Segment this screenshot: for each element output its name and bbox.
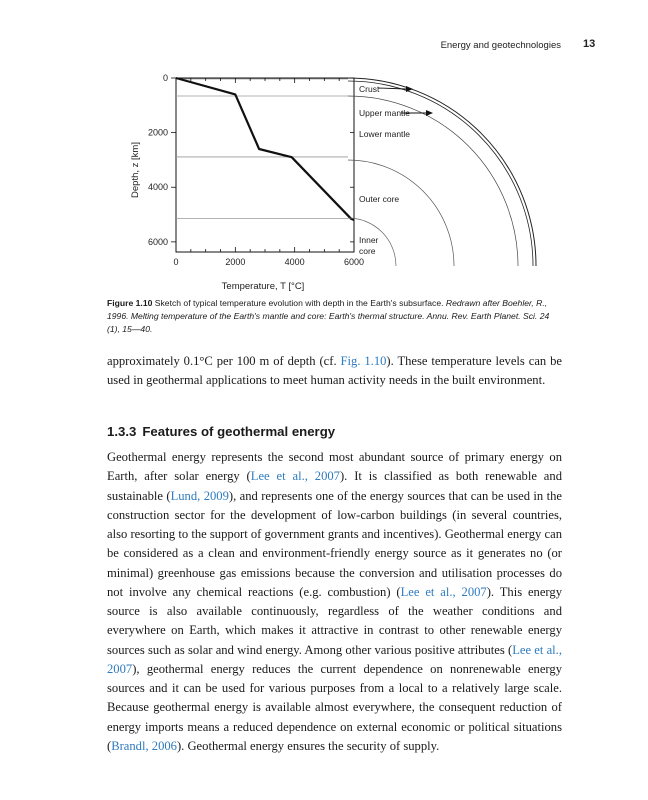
y-axis-label: Depth, z [km] <box>130 142 141 198</box>
plot-frame <box>176 78 354 252</box>
running-head: Energy and geotechnologies <box>440 40 561 51</box>
text-run: ). It is classified as both renewable and sustainable ( <box>107 469 562 503</box>
label-upper-mantle: Upper mantle <box>359 108 411 118</box>
label-inner-core-2: core <box>359 246 376 256</box>
caption-text: Sketch of typical temperature evolution with depth in the Earth's subsurface. <box>154 298 444 308</box>
y-tick-label: 2000 <box>147 127 168 138</box>
figure-label: Figure 1.10 <box>107 298 153 308</box>
text-run: ). These temperature levels can be used in geothermal applications to meet human activity needs in the built environment. <box>107 354 562 388</box>
text-run: ), geothermal energy reduces the current dependence on nonrenewable energy sources and it can be used for various purposes from a local to a relatively large scale. Because geothermal energy is available almost everywhere, the consequent reduction of energy imports means a reduced dependence on external economic or political situations ( <box>107 661 562 753</box>
upper-mantle-arrow-head <box>426 110 433 116</box>
label-lower-mantle: Lower mantle <box>359 129 411 139</box>
temperature-profile-line <box>176 78 354 220</box>
page-number: 13 <box>583 38 596 50</box>
text-run: ). This energy source is also available continuously, regardless of the weather conditions and everywhere on Earth, which makes it attractive in contrast to other renewable energy sources such as solar and wind energy. Among other various positive attributes ( <box>107 584 562 657</box>
crust-arrow <box>378 88 406 89</box>
citation-link[interactable]: Lund, 2009 <box>170 488 229 503</box>
y-tick-label: 4000 <box>147 182 168 193</box>
label-outer-core: Outer core <box>359 194 400 204</box>
text-run: ), and represents one of the energy sources that can be used in the construction sector for the development of low-carbon buildings (in several countries, also resorting to the support of government grants and incentives). Geothermal energy can be considered as a clean and environment-friendly energy source as it generates no (or minimal) greenhouse gas emissions because the conversion and utilisation processes do not involve any chemical reactions (e.g. combustion) ( <box>107 488 562 599</box>
label-inner-core-1: Inner <box>359 235 379 245</box>
paragraph-intro <box>107 352 562 391</box>
label-crust: Crust <box>359 84 380 94</box>
caption-source: Redrawn after Boehler, R., 1996. Melting temperature of the Earth's mantle and core: Earth's thermal structure. Annu. Rev. Earth Planet. Sci. 24 (1), 15—40. <box>107 298 550 334</box>
x-tick-label: 6000 <box>343 257 365 267</box>
x-tick-label: 4000 <box>284 257 305 267</box>
section-number: 1.3.3 <box>107 424 137 439</box>
text-run: ). Geothermal energy ensures the security of supply. <box>176 738 440 753</box>
plot-border <box>176 78 354 252</box>
section-heading <box>107 424 335 439</box>
text-run: Geothermal energy represents the second most abundant source of primary energy on Earth, after solar energy ( <box>107 450 562 484</box>
citation-link[interactable]: Lee et al., 2007 <box>400 584 487 599</box>
y-tick-label: 0 <box>162 73 168 83</box>
figure-caption <box>107 297 563 336</box>
paragraph-features <box>107 448 562 756</box>
y-tick-label: 6000 <box>147 236 168 247</box>
figure-link[interactable]: Fig. 1.10 <box>340 354 387 368</box>
x-tick-label: 0 <box>173 257 179 267</box>
citation-link[interactable]: Lee et al., 2007 <box>250 469 340 484</box>
x-axis-label: Temperature, T [°C] <box>221 281 305 292</box>
text-run: approximately 0.1°C per 100 m of depth (cf. <box>107 354 341 368</box>
citation-link[interactable]: Brandl, 2006 <box>111 738 177 753</box>
temperature-depth-figure <box>110 68 540 293</box>
section-title: Features of geothermal energy <box>142 424 336 439</box>
citation-link[interactable]: Lee et al., 2007 <box>107 642 562 676</box>
x-tick-label: 2000 <box>225 257 246 267</box>
